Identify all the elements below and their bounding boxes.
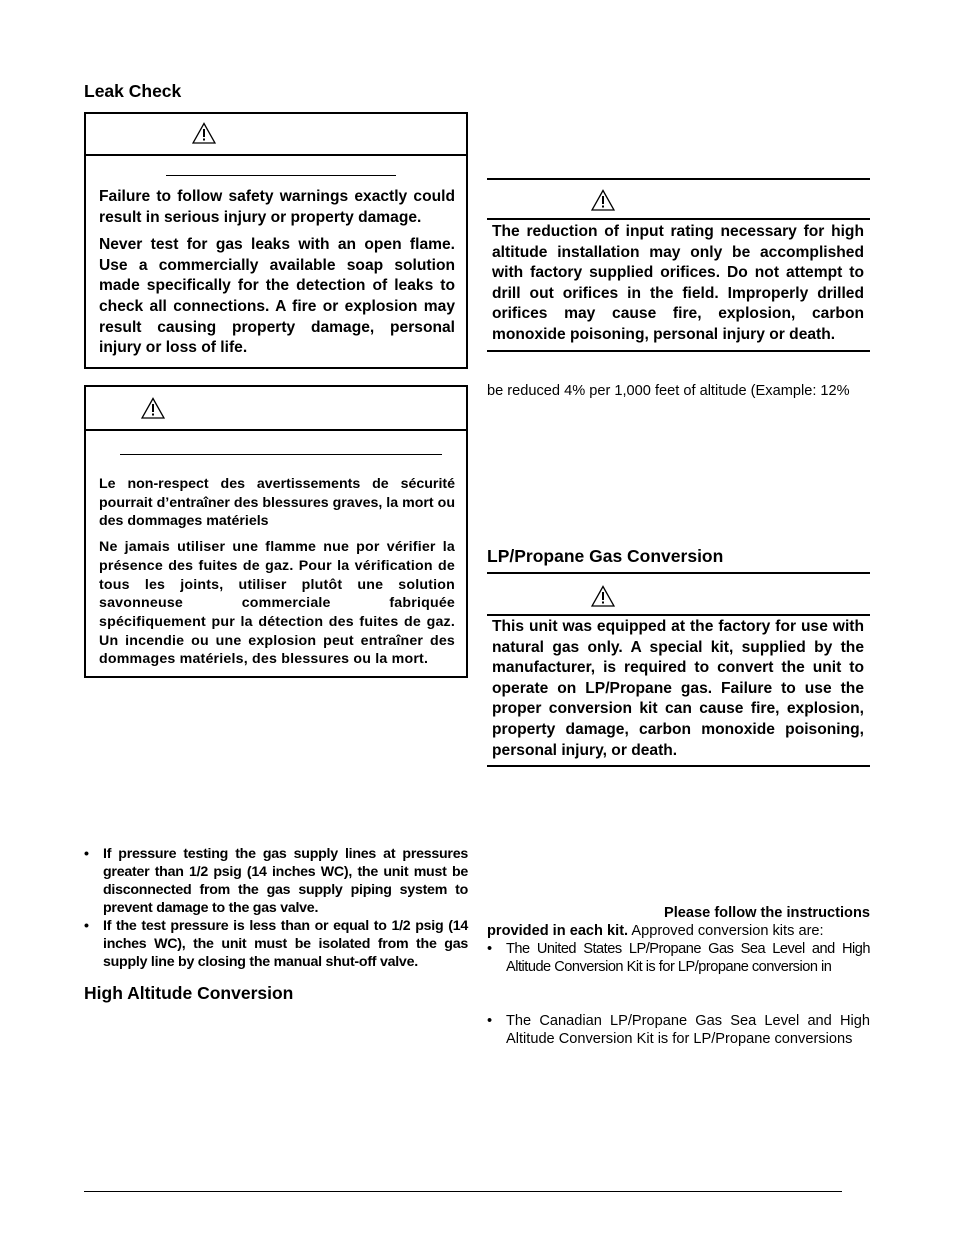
instructions-line xyxy=(487,922,870,940)
instructions-line: Please follow the instructions xyxy=(664,905,870,921)
warning-triangle-icon xyxy=(192,122,216,144)
instructions-text xyxy=(487,904,870,940)
lp-propane-heading: LP/Propane Gas Conversion xyxy=(487,546,724,566)
divider xyxy=(487,218,870,220)
warning-box-header xyxy=(86,387,466,431)
warning-title-rule xyxy=(166,175,396,176)
warning-text-french xyxy=(99,475,455,669)
list-item-text: The Canadian LP/Propane Gas Sea Level and High Altitude Conversion Kit is for LP/Propane conversions xyxy=(506,1013,870,1047)
warning-text-lp: This unit was equipped at the factory for use with natural gas only. A special kit, supplied by the manufacturer, is required to convert the unit to operate on LP/Propane gas. Failure to use the proper conversion kit can cause fire, explosion, property damage, carbon monoxide poisoning, personal injury, or death. xyxy=(492,618,864,759)
instructions-rest: Approved conversion kits are: xyxy=(628,923,824,939)
pressure-test-bullets xyxy=(84,845,468,971)
leak-check-heading: Leak Check xyxy=(84,81,182,101)
bullet: • xyxy=(487,1013,493,1029)
warning-text-altitude: The reduction of input rating necessary for high altitude installation may only be accomplished with factory supplied orifices. Do not attempt to drill out orifices in the field. Improperly drilled orifices may cause fire, explosion, carbon monoxide poisoning, personal injury or death. xyxy=(492,223,864,343)
altitude-note: be reduced 4% per 1,000 feet of altitude (Example: 12% xyxy=(487,383,850,399)
list-item xyxy=(487,1012,870,1048)
bullet: • xyxy=(487,941,492,957)
warning-paragraph: Never test for gas leaks with an open flame. Use a commercially available soap solution made specifically for the detection of leaks to check all connections. A fire or explosion may result causing property damage, personal injury or loss of life. xyxy=(99,236,455,357)
list-item-text: If the test pressure is less than or equal to 1/2 psig (14 inches WC), the unit must be isolated from the gas supply line by closing the manual shut-off valve. xyxy=(103,918,468,970)
divider xyxy=(487,350,870,352)
divider xyxy=(487,178,870,180)
warning-paragraph: Failure to follow safety warnings exactly could result in serious injury or property damage. xyxy=(99,188,455,226)
warning-text-english xyxy=(99,187,455,359)
divider xyxy=(487,572,870,574)
footer-rule xyxy=(84,1191,842,1192)
divider xyxy=(487,614,870,616)
warning-triangle-icon xyxy=(591,585,615,607)
list-item-text: If pressure testing the gas supply lines at pressures greater than 1/2 psig (14 inches WC), the unit must be disconnected from the gas supply piping system to prevent damage to the gas valve. xyxy=(103,846,468,916)
list-item xyxy=(84,917,468,971)
bullet: • xyxy=(84,918,89,934)
list-item-text: The United States LP/Propane Gas Sea Level and High Altitude Conversion Kit is for LP/propane conversion in xyxy=(506,941,870,975)
warning-triangle-icon xyxy=(141,397,165,419)
warning-paragraph: Le non-respect des avertissements de sécurité pourrait d’entraîner des blessures graves, la mort ou des dommages matériels xyxy=(99,476,455,530)
list-item xyxy=(84,845,468,917)
instructions-bold: provided in each kit. xyxy=(487,923,629,939)
warning-paragraph: Ne jamais utiliser une flamme nue por vérifier la présence des fuites de gaz. Pour la vérification de tous les joints, utiliser plutôt une solution savonneuse commerciale fabriquée spécifiquement pur la détection des fuites de gaz. Un incendie ou une explosion peut entraîner des dommages matériels, des blessures ou la mort. xyxy=(99,539,455,668)
conversion-kit-list xyxy=(487,940,870,1048)
warning-title-rule xyxy=(120,454,442,455)
altitude-warning xyxy=(487,178,870,353)
bullet: • xyxy=(84,846,89,862)
warning-box-header xyxy=(86,114,466,156)
warning-triangle-icon xyxy=(591,189,615,211)
list-item xyxy=(487,940,870,976)
lp-warning xyxy=(487,572,870,769)
warning-box-french xyxy=(84,385,468,678)
high-altitude-heading: High Altitude Conversion xyxy=(84,983,294,1003)
warning-box-english xyxy=(84,112,468,369)
divider xyxy=(487,765,870,767)
